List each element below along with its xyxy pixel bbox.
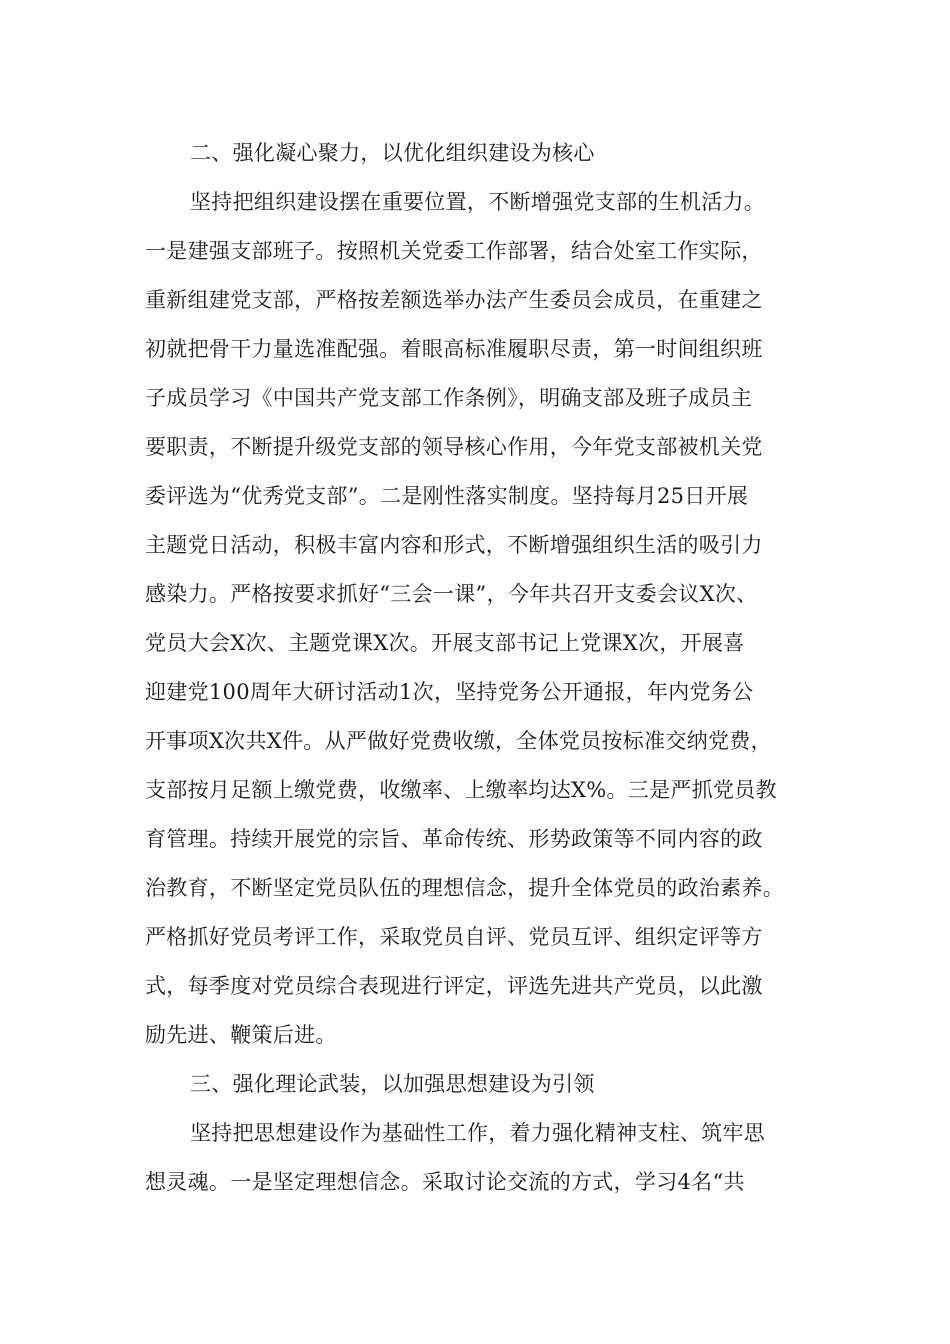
paragraph-line: 委评选为“优秀党支部”。二是刚性落实制度。坚持每月25日开展 — [145, 484, 749, 508]
paragraph-line: 主题党日活动，积极丰富内容和形式，不断增强组织生活的吸引力 — [145, 533, 763, 557]
paragraph-line: 迎建党100周年大研讨活动1次，坚持党务公开通报，年内党务公 — [145, 680, 754, 704]
paragraph-line: 育管理。持续开展党的宗旨、革命传统、形势政策等不同内容的政 — [145, 827, 763, 851]
paragraph-line: 严格抓好党员考评工作，采取党员自评、党员互评、组织定评等方 — [145, 925, 763, 949]
paragraph-line: 想灵魂。一是坚定理想信念。采取讨论交流的方式，学习4名“共 — [145, 1170, 745, 1194]
paragraph-line: 开事项X次共X件。从严做好党费收缴，全体党员按标准交纳党费， — [145, 729, 772, 753]
paragraph-line: 初就把骨干力量选准配强。着眼高标准履职尽责，第一时间组织班 — [145, 337, 763, 361]
paragraph-line: 一是建强支部班子。按照机关党委工作部署，结合处室工作实际， — [145, 239, 763, 263]
paragraph-line: 坚持把思想建设作为基础性工作，着力强化精神支柱、筑牢思 — [190, 1121, 766, 1145]
paragraph-line: 重新组建党支部，严格按差额选举办法产生委员会成员，在重建之 — [145, 288, 763, 312]
paragraph-line: 党员大会X次、主题党课X次。开展支部书记上党课X次，开展喜 — [145, 631, 745, 655]
paragraph-line: 治教育，不断坚定党员队伍的理想信念，提升全体党员的政治素养。 — [145, 876, 784, 900]
section-heading-3: 三、强化理论武装，以加强思想建设为引领 — [190, 1072, 595, 1096]
section-heading-2: 二、强化凝心聚力，以优化组织建设为核心 — [190, 141, 595, 165]
paragraph-line: 坚持把组织建设摆在重要位置，不断增强党支部的生机活力。 — [190, 190, 766, 214]
paragraph-line: 式，每季度对党员综合表现进行评定，评选先进共产党员，以此激 — [145, 974, 763, 998]
paragraph-line: 子成员学习《中国共产党支部工作条例》，明确支部及班子成员主 — [145, 386, 753, 410]
paragraph-line: 感染力。严格按要求抓好“三会一课”，今年共召开支委会议X次、 — [145, 582, 758, 606]
paragraph-line: 励先进、鞭策后进。 — [145, 1023, 337, 1047]
paragraph-line: 支部按月足额上缴党费，收缴率、上缴率均达X%。三是严抓党员教 — [145, 778, 777, 802]
paragraph-line: 要职责，不断提升级党支部的领导核心作用，今年党支部被机关党 — [145, 435, 763, 459]
